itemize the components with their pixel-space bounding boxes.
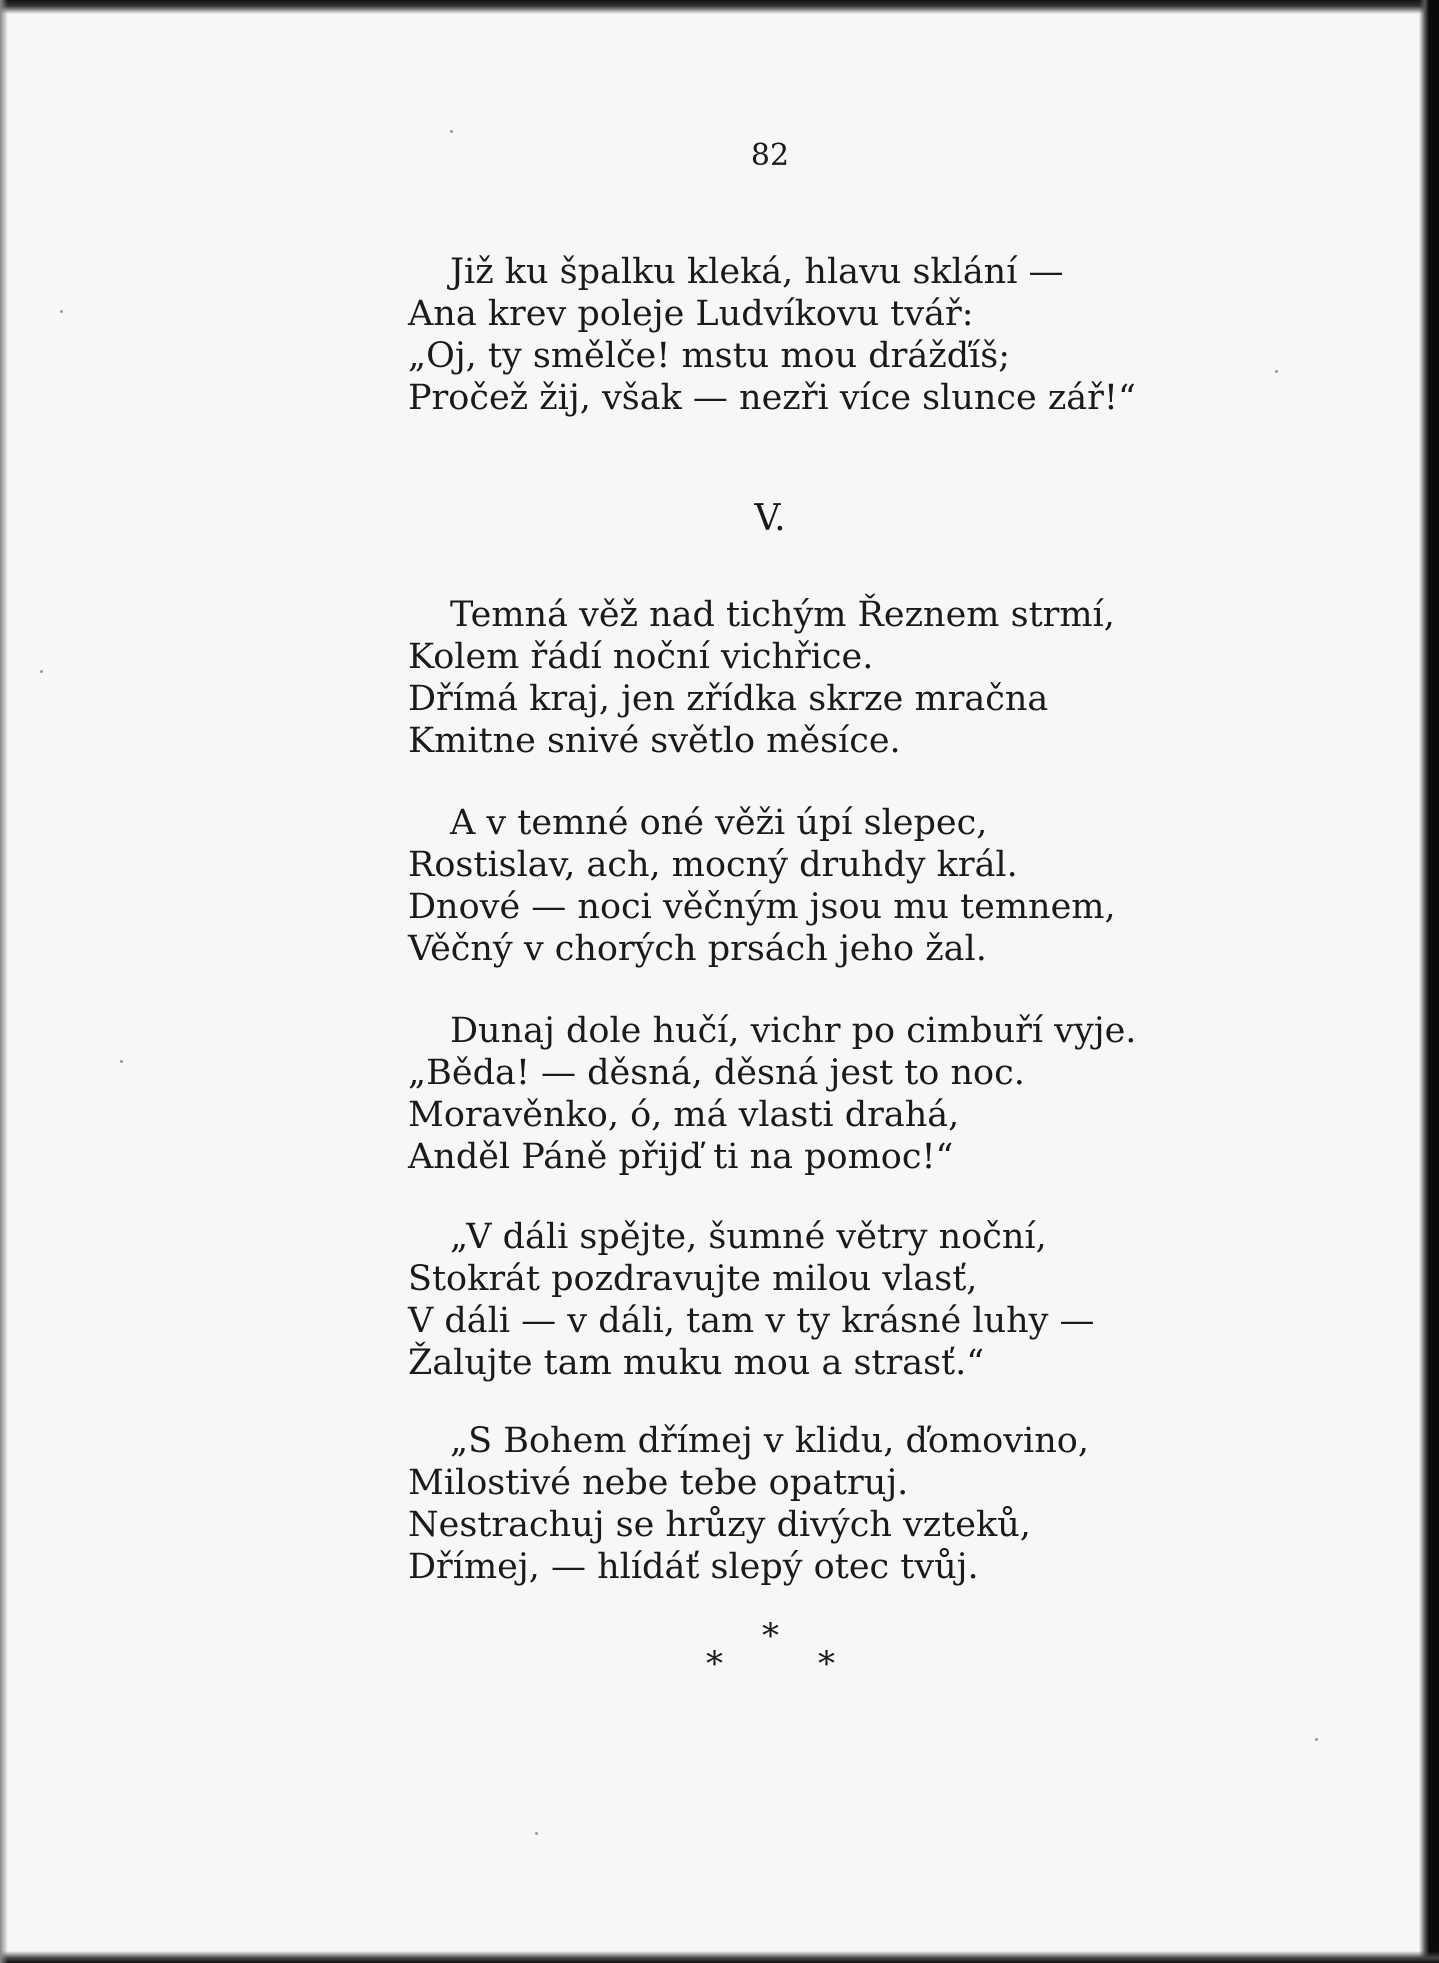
stanza: [408, 802, 1208, 970]
verse-line: „Běda! — děsná, děsná jest to noc.: [408, 1053, 1025, 1093]
scan-edge-top: [0, 0, 1439, 14]
verse-line: Dřímá kraj, jen zřídka skrze mračna: [408, 679, 1049, 719]
verse-line: Pročež žij, však — nezři více slunce zář!“: [408, 378, 1136, 418]
scan-speck: [1315, 1738, 1318, 1741]
verse-line: Stokrát pozdravujte milou vlasť,: [408, 1259, 978, 1299]
stanza: [408, 251, 1208, 419]
scan-speck: [450, 130, 453, 133]
stanza: [408, 1010, 1208, 1178]
verse-line: Žalujte tam muku mou a strasť.“: [408, 1343, 985, 1383]
stanza: [408, 1216, 1208, 1384]
stanza: [408, 1420, 1208, 1588]
verse-line: V dáli — v dáli, tam v ty krásné luhy —: [408, 1301, 1095, 1341]
scan-speck: [535, 1832, 538, 1835]
verse-line: „S Bohem dřímej v klidu, ďomovino,: [450, 1421, 1089, 1461]
asterisk: *: [818, 1644, 835, 1684]
verse-line: Moravěnko, ó, má vlasti drahá,: [408, 1095, 960, 1135]
verse-line: A v temné oné věži úpí slepec,: [450, 803, 988, 843]
page-number: 82: [750, 138, 790, 173]
scan-speck: [40, 670, 43, 673]
verse-line: Kolem řádí noční vichřice.: [408, 637, 874, 677]
asterism-divider: [690, 1616, 850, 1684]
scan-edge-left: [0, 0, 8, 1963]
scan-speck: [120, 1060, 123, 1063]
verse-line: Již ku špalku kleká, hlavu sklání —: [450, 252, 1064, 292]
stanza: [408, 594, 1208, 762]
verse-line: Dřímej, — hlídáť slepý otec tvůj.: [408, 1547, 979, 1587]
verse-line: Dnové — noci věčným jsou mu temnem,: [408, 887, 1116, 927]
scan-speck: [60, 310, 63, 313]
verse-line: „Oj, ty smělče! mstu mou drážďíš;: [408, 336, 1011, 376]
verse-line: Anděl Páně přijď ti na pomoc!“: [408, 1137, 954, 1177]
verse-line: Ana krev poleje Ludvíkovu tvář:: [408, 294, 974, 334]
scan-edge-bottom: [0, 1951, 1439, 1963]
verse-line: Dunaj dole hučí, vichr po cimbuří vyje.: [450, 1011, 1137, 1051]
scan-edge-right: [1419, 0, 1439, 1963]
asterisk: *: [706, 1644, 723, 1684]
scan-speck: [1275, 370, 1278, 373]
verse-line: Temná věž nad tichým Řeznem strmí,: [450, 595, 1115, 635]
asterisk: *: [762, 1616, 779, 1656]
section-heading: V.: [754, 498, 786, 539]
verse-line: Nestrachuj se hrůzy divých vzteků,: [408, 1505, 1031, 1545]
verse-line: Věčný v chorých prsách jeho žal.: [408, 929, 987, 969]
verse-line: Kmitne snivé světlo měsíce.: [408, 721, 901, 761]
verse-line: Rostislav, ach, mocný druhdy král.: [408, 845, 1018, 885]
verse-line: Milostivé nebe tebe opatruj.: [408, 1463, 909, 1503]
verse-line: „V dáli spějte, šumné větry noční,: [450, 1217, 1047, 1257]
